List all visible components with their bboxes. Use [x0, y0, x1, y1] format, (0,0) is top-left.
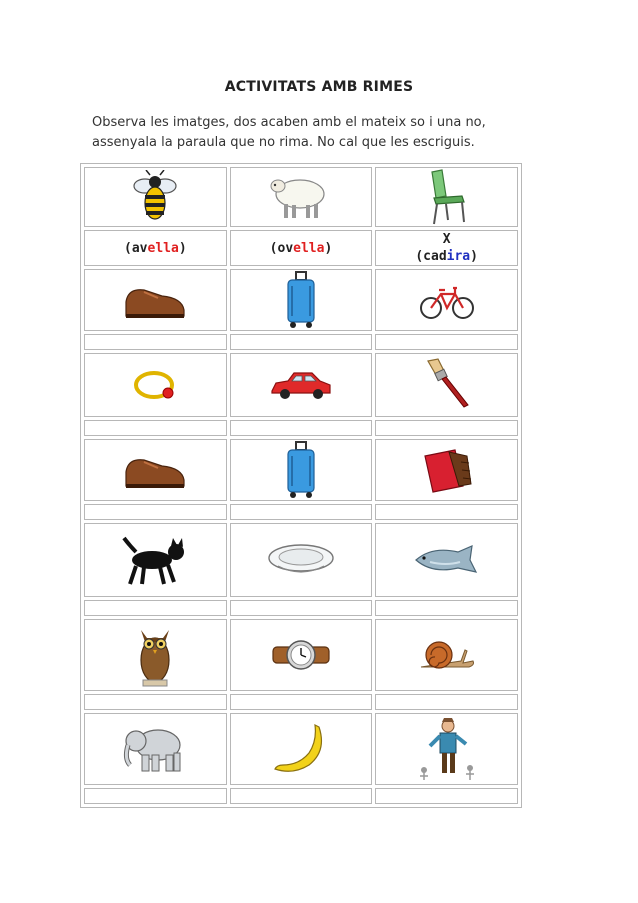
suitcase-icon	[283, 440, 319, 500]
rhyme-activity-table	[80, 163, 522, 808]
elephant-icon	[120, 721, 190, 777]
rhyme-ending: ella	[293, 240, 325, 256]
snail-icon	[417, 635, 477, 675]
watch-icon	[271, 631, 331, 679]
label-row	[84, 230, 518, 266]
answer-cell[interactable]	[84, 694, 227, 710]
word-stem: av	[131, 240, 148, 256]
farmer-icon	[412, 716, 482, 782]
answer-cell[interactable]	[230, 788, 373, 804]
nonrhyme-ending: ira	[446, 249, 471, 264]
answer-row	[84, 504, 518, 520]
image-cell[interactable]	[84, 619, 227, 691]
image-cell[interactable]	[375, 439, 518, 501]
answer-cell[interactable]	[375, 600, 518, 616]
image-row	[84, 353, 518, 417]
shoe-icon	[122, 278, 188, 322]
image-cell[interactable]	[230, 523, 373, 597]
suitcase-icon	[283, 270, 319, 330]
bicycle-icon	[417, 278, 477, 322]
image-cell[interactable]	[230, 713, 373, 785]
paintbrush-icon	[422, 357, 472, 413]
paren-open: (	[269, 240, 278, 256]
bee-icon	[125, 170, 185, 224]
car-icon	[268, 367, 334, 403]
answer-cell[interactable]	[230, 420, 373, 436]
instructions-line-1: Observa les imatges, dos acaben amb el mateix so i una no,	[92, 115, 486, 130]
answer-cell[interactable]	[84, 334, 227, 350]
chocolate-icon	[419, 446, 475, 494]
answer-row	[84, 334, 518, 350]
image-cell[interactable]	[230, 167, 373, 227]
instructions	[92, 113, 552, 153]
image-row	[84, 619, 518, 691]
word-cell-cadira[interactable]	[375, 230, 518, 266]
answer-cell[interactable]	[375, 504, 518, 520]
answer-cell[interactable]	[230, 694, 373, 710]
answer-cell[interactable]	[375, 334, 518, 350]
image-cell[interactable]	[84, 353, 227, 417]
page-title: ACTIVITATS AMB RIMES	[224, 79, 414, 95]
answer-row	[84, 788, 518, 804]
answer-cell[interactable]	[84, 420, 227, 436]
image-cell[interactable]	[230, 269, 373, 331]
image-cell[interactable]	[230, 619, 373, 691]
image-cell[interactable]	[375, 619, 518, 691]
image-cell[interactable]	[84, 439, 227, 501]
answer-cell[interactable]	[375, 694, 518, 710]
paren-open: (	[415, 249, 424, 264]
image-row	[84, 439, 518, 501]
word-stem: cad	[423, 249, 447, 264]
answer-cell[interactable]	[84, 504, 227, 520]
word-cell-ovella[interactable]	[230, 230, 373, 266]
answer-cell[interactable]	[84, 788, 227, 804]
ring-icon	[130, 365, 180, 405]
word-cell-avella[interactable]	[84, 230, 227, 266]
image-cell[interactable]	[84, 269, 227, 331]
plate-icon	[266, 540, 336, 580]
image-cell[interactable]	[84, 523, 227, 597]
image-cell[interactable]	[375, 353, 518, 417]
answer-row	[84, 420, 518, 436]
chair-icon	[422, 168, 472, 226]
image-row	[84, 713, 518, 785]
answer-cell[interactable]	[230, 504, 373, 520]
x-mark: X	[442, 232, 451, 247]
paren-open: (	[124, 240, 132, 256]
image-cell[interactable]	[375, 167, 518, 227]
answer-cell[interactable]	[375, 788, 518, 804]
image-cell[interactable]	[84, 167, 227, 227]
shoe-icon	[122, 448, 188, 492]
paren-close: )	[324, 240, 333, 256]
image-cell[interactable]	[230, 439, 373, 501]
answer-row	[84, 694, 518, 710]
sheep-icon	[266, 172, 336, 222]
paren-close: )	[178, 240, 187, 256]
answer-cell[interactable]	[375, 420, 518, 436]
fish-icon	[412, 542, 482, 578]
answer-cell[interactable]	[230, 334, 373, 350]
image-row	[84, 523, 518, 597]
instructions-line-2: assenyala la paraula que no rima. No cal que les escriguis.	[92, 135, 475, 150]
image-row	[84, 269, 518, 331]
image-cell[interactable]	[84, 713, 227, 785]
banana-icon	[269, 721, 333, 777]
owl-icon	[133, 622, 177, 688]
answer-cell[interactable]	[230, 600, 373, 616]
answer-cell[interactable]	[84, 600, 227, 616]
paren-close: )	[470, 249, 478, 264]
image-row	[84, 167, 518, 227]
image-cell[interactable]	[375, 269, 518, 331]
image-cell[interactable]	[230, 353, 373, 417]
image-cell[interactable]	[375, 523, 518, 597]
word-stem: ov	[277, 240, 294, 256]
rhyme-ending: ella	[147, 240, 179, 256]
answer-row	[84, 600, 518, 616]
cat-icon	[120, 532, 190, 588]
image-cell[interactable]	[375, 713, 518, 785]
